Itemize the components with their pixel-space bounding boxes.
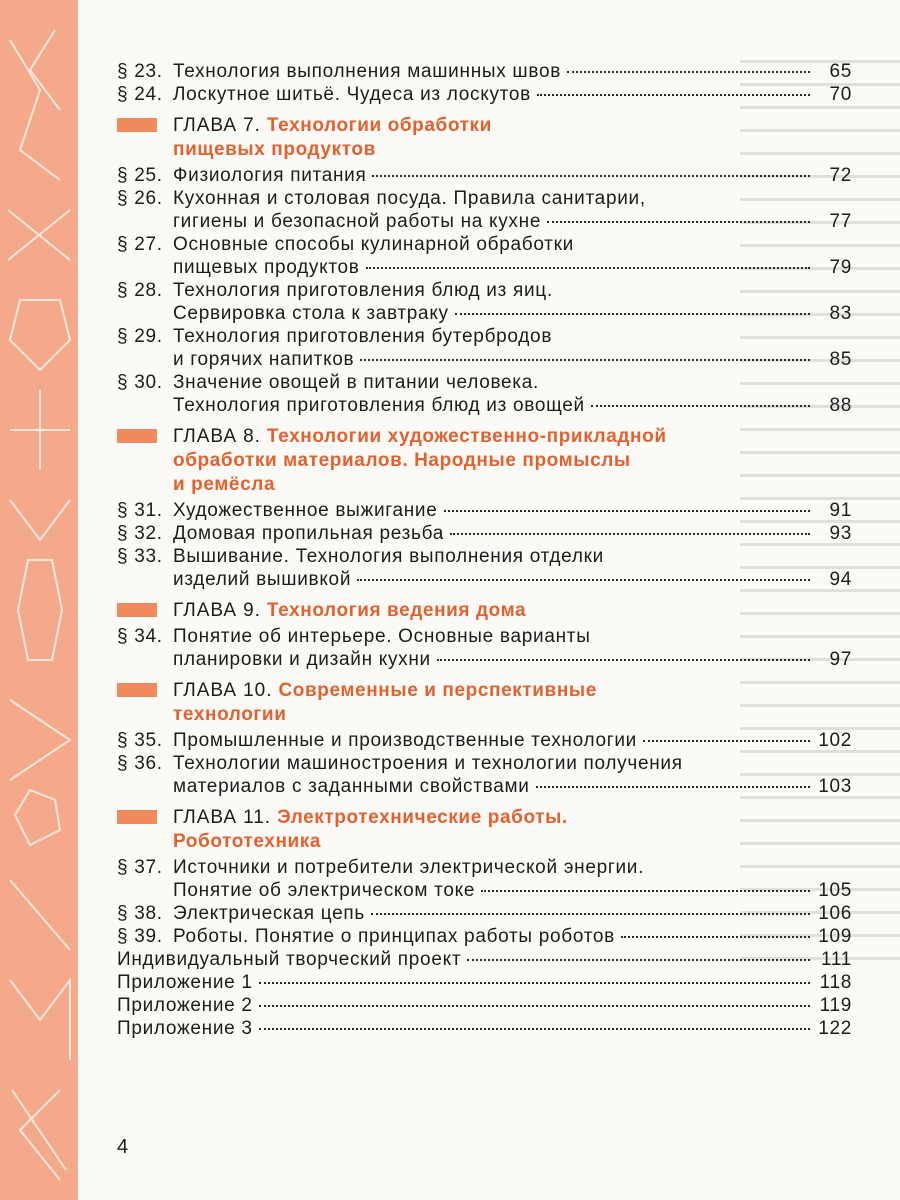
chapter-label: ГЛАВА	[173, 426, 238, 447]
page-ref: 83	[829, 303, 852, 324]
chapter-marker	[117, 810, 157, 824]
toc-group-ch11	[117, 856, 852, 948]
page-ref: 109	[818, 926, 852, 947]
toc-group-ch9	[117, 625, 852, 671]
page-ref: 97	[829, 649, 852, 670]
toc-entry[interactable]	[117, 994, 852, 1017]
chapter-title-line: и ремёсла	[173, 474, 276, 495]
section-title: Приложение 1	[117, 972, 253, 993]
page-ref: 85	[829, 349, 852, 370]
page-ref: 93	[829, 523, 852, 544]
toc-entry[interactable]	[117, 499, 852, 522]
chapter-number: 7.	[243, 115, 261, 136]
chapter-marker	[117, 603, 157, 617]
dot-leader	[536, 786, 810, 788]
section-number: § 24.	[117, 84, 163, 105]
toc-entry[interactable]	[117, 856, 852, 902]
table-of-contents	[117, 60, 852, 1040]
section-number: § 35.	[117, 730, 163, 751]
dot-leader	[481, 890, 810, 892]
dot-leader	[567, 71, 810, 73]
section-title: Понятие об интерьере. Основные варианты	[173, 626, 591, 647]
decorative-left-band	[0, 0, 78, 1200]
toc-group-ch8	[117, 499, 852, 591]
page-ref: 94	[829, 569, 852, 590]
page-ref: 65	[829, 61, 852, 82]
toc-entry[interactable]	[117, 1017, 852, 1040]
page-number: 4	[117, 1136, 129, 1158]
section-number: § 38.	[117, 903, 163, 924]
section-title: Лоскутное шитьё. Чудеса из лоскутов	[173, 84, 531, 105]
chapter-9-heading[interactable]	[117, 599, 852, 623]
chapter-title-line: Современные и перспективные	[278, 680, 597, 701]
section-number: § 32.	[117, 523, 163, 544]
toc-entry[interactable]	[117, 925, 852, 948]
page-ref: 72	[829, 165, 852, 186]
section-number: § 29.	[117, 326, 163, 347]
page-ref: 103	[818, 776, 852, 797]
toc-entry[interactable]	[117, 371, 852, 417]
dot-leader	[371, 913, 810, 915]
toc-entry[interactable]	[117, 545, 852, 591]
section-number: § 25.	[117, 165, 163, 186]
section-title: Технология выполнения машинных швов	[173, 61, 562, 82]
section-title: Основные способы кулинарной обработки	[173, 234, 574, 255]
chapter-title-line: Робототехника	[173, 831, 322, 852]
section-title: Кухонная и столовая посуда. Правила санитарии,	[173, 188, 646, 209]
chapter-8-heading[interactable]	[117, 425, 852, 497]
page-ref: 77	[829, 211, 852, 232]
dot-leader	[467, 959, 810, 961]
toc-group-end	[117, 948, 852, 1040]
chapter-title-line: обработки материалов. Народные промыслы	[173, 450, 631, 471]
toc-entry[interactable]	[117, 902, 852, 925]
dot-leader	[537, 94, 810, 96]
dot-leader	[437, 659, 810, 661]
toc-entry[interactable]	[117, 325, 852, 371]
dot-leader	[259, 1028, 810, 1030]
toc-entry[interactable]	[117, 522, 852, 545]
page-ref: 119	[819, 995, 852, 1016]
toc-entry[interactable]	[117, 60, 852, 83]
chapter-10-heading[interactable]	[117, 679, 852, 727]
page-ref: 70	[829, 84, 852, 105]
section-title: Технология приготовления блюд из яиц.	[173, 280, 553, 301]
chapter-label: ГЛАВА	[173, 807, 238, 828]
dot-leader	[455, 313, 810, 315]
dot-leader	[547, 221, 810, 223]
chapter-number: 10.	[243, 680, 273, 701]
dot-leader	[259, 982, 810, 984]
section-number: § 31.	[117, 500, 163, 521]
chapter-number: 8.	[243, 426, 261, 447]
toc-entry[interactable]	[117, 83, 852, 106]
page-ref: 105	[818, 880, 852, 901]
toc-entry[interactable]	[117, 971, 852, 994]
section-title: Технологии машиностроения и технологии получения	[173, 753, 683, 774]
toc-entry[interactable]	[117, 729, 852, 752]
section-number: § 33.	[117, 546, 163, 567]
section-title: планировки и дизайн кухни	[173, 649, 431, 670]
toc-group-top	[117, 60, 852, 106]
section-title: материалов с заданными свойствами	[173, 776, 530, 797]
toc-entry[interactable]	[117, 164, 852, 187]
section-title: Понятие об электрическом токе	[173, 880, 476, 901]
page-ref: 91	[829, 500, 852, 521]
section-number: § 37.	[117, 857, 163, 878]
chapter-number: 9.	[243, 600, 261, 621]
page-ref: 102	[818, 730, 852, 751]
page-ref: 111	[821, 949, 852, 970]
section-number: § 30.	[117, 372, 163, 393]
dot-leader	[372, 175, 810, 177]
chapter-title-line: пищевых продуктов	[173, 139, 376, 160]
dot-leader	[357, 579, 810, 581]
section-number: § 36.	[117, 753, 163, 774]
chapter-title-line: Технологии обработки	[266, 115, 492, 136]
toc-group-ch10	[117, 729, 852, 798]
chapter-marker	[117, 683, 157, 697]
chapter-title-line: технологии	[173, 704, 287, 725]
page-ref: 88	[829, 395, 852, 416]
chapter-11-heading[interactable]	[117, 806, 852, 854]
section-title: изделий вышивкой	[173, 569, 352, 590]
toc-entry[interactable]	[117, 752, 852, 798]
chapter-label: ГЛАВА	[173, 600, 238, 621]
section-number: § 27.	[117, 234, 163, 255]
section-title: и горячих напитков	[173, 349, 355, 370]
chapter-title-line: Электротехнические работы.	[277, 807, 568, 828]
section-number: § 23.	[117, 61, 163, 82]
toc-entry[interactable]	[117, 948, 852, 971]
dot-leader	[450, 533, 810, 535]
dot-leader	[259, 1005, 810, 1007]
toc-entry[interactable]	[117, 625, 852, 671]
section-number: § 34.	[117, 626, 163, 647]
dot-leader	[621, 936, 810, 938]
section-title: Сервировка стола к завтраку	[173, 303, 449, 324]
section-title: Технология приготовления блюд из овощей	[173, 395, 585, 416]
toc-group-ch7	[117, 164, 852, 417]
chapter-label: ГЛАВА	[173, 680, 238, 701]
dot-leader	[643, 740, 810, 742]
chapter-title	[173, 680, 597, 725]
section-title: Приложение 2	[117, 995, 253, 1016]
section-title: Домовая пропильная резьба	[173, 523, 445, 544]
section-title: гигиены и безопасной работы на кухне	[173, 211, 542, 232]
toc-entry[interactable]	[117, 279, 852, 325]
section-title: Приложение 3	[117, 1018, 253, 1039]
dot-leader	[366, 267, 810, 269]
section-title: Электрическая цепь	[173, 903, 365, 924]
section-number: § 39.	[117, 926, 163, 947]
dot-leader	[360, 359, 810, 361]
section-title: Художественное выжигание	[173, 500, 438, 521]
page-ref: 122	[818, 1018, 852, 1039]
section-title: Технология приготовления бутербродов	[173, 326, 553, 347]
section-title: Источники и потребители электрической энергии.	[173, 857, 645, 878]
chapter-title	[267, 600, 526, 621]
chapter-number: 11.	[243, 807, 272, 828]
chapter-label: ГЛАВА	[173, 115, 238, 136]
section-title: Роботы. Понятие о принципах работы роботов	[173, 926, 615, 947]
page-ref: 106	[818, 903, 852, 924]
section-title: Значение овощей в питании человека.	[173, 372, 539, 393]
geometric-pattern-icon	[0, 0, 78, 1200]
page-ref: 79	[829, 257, 852, 278]
section-title: Вышивание. Технология выполнения отделки	[173, 546, 604, 567]
page-ref: 118	[819, 972, 852, 993]
dot-leader	[591, 405, 810, 407]
section-number: § 26.	[117, 188, 163, 209]
chapter-marker	[117, 118, 157, 132]
toc-entry[interactable]	[117, 187, 852, 233]
section-title: Индивидуальный творческий проект	[117, 949, 462, 970]
section-number: § 28.	[117, 280, 163, 301]
section-title: Промышленные и производственные технологии	[173, 730, 637, 751]
toc-entry[interactable]	[117, 233, 852, 279]
chapter-marker	[117, 429, 157, 443]
section-title: пищевых продуктов	[173, 257, 360, 278]
chapter-7-heading[interactable]	[117, 114, 852, 162]
chapter-title-line: Технология ведения дома	[266, 600, 527, 621]
section-title: Физиология питания	[173, 165, 367, 186]
dot-leader	[444, 510, 810, 512]
chapter-title-line: Технологии художественно-прикладной	[266, 426, 667, 447]
